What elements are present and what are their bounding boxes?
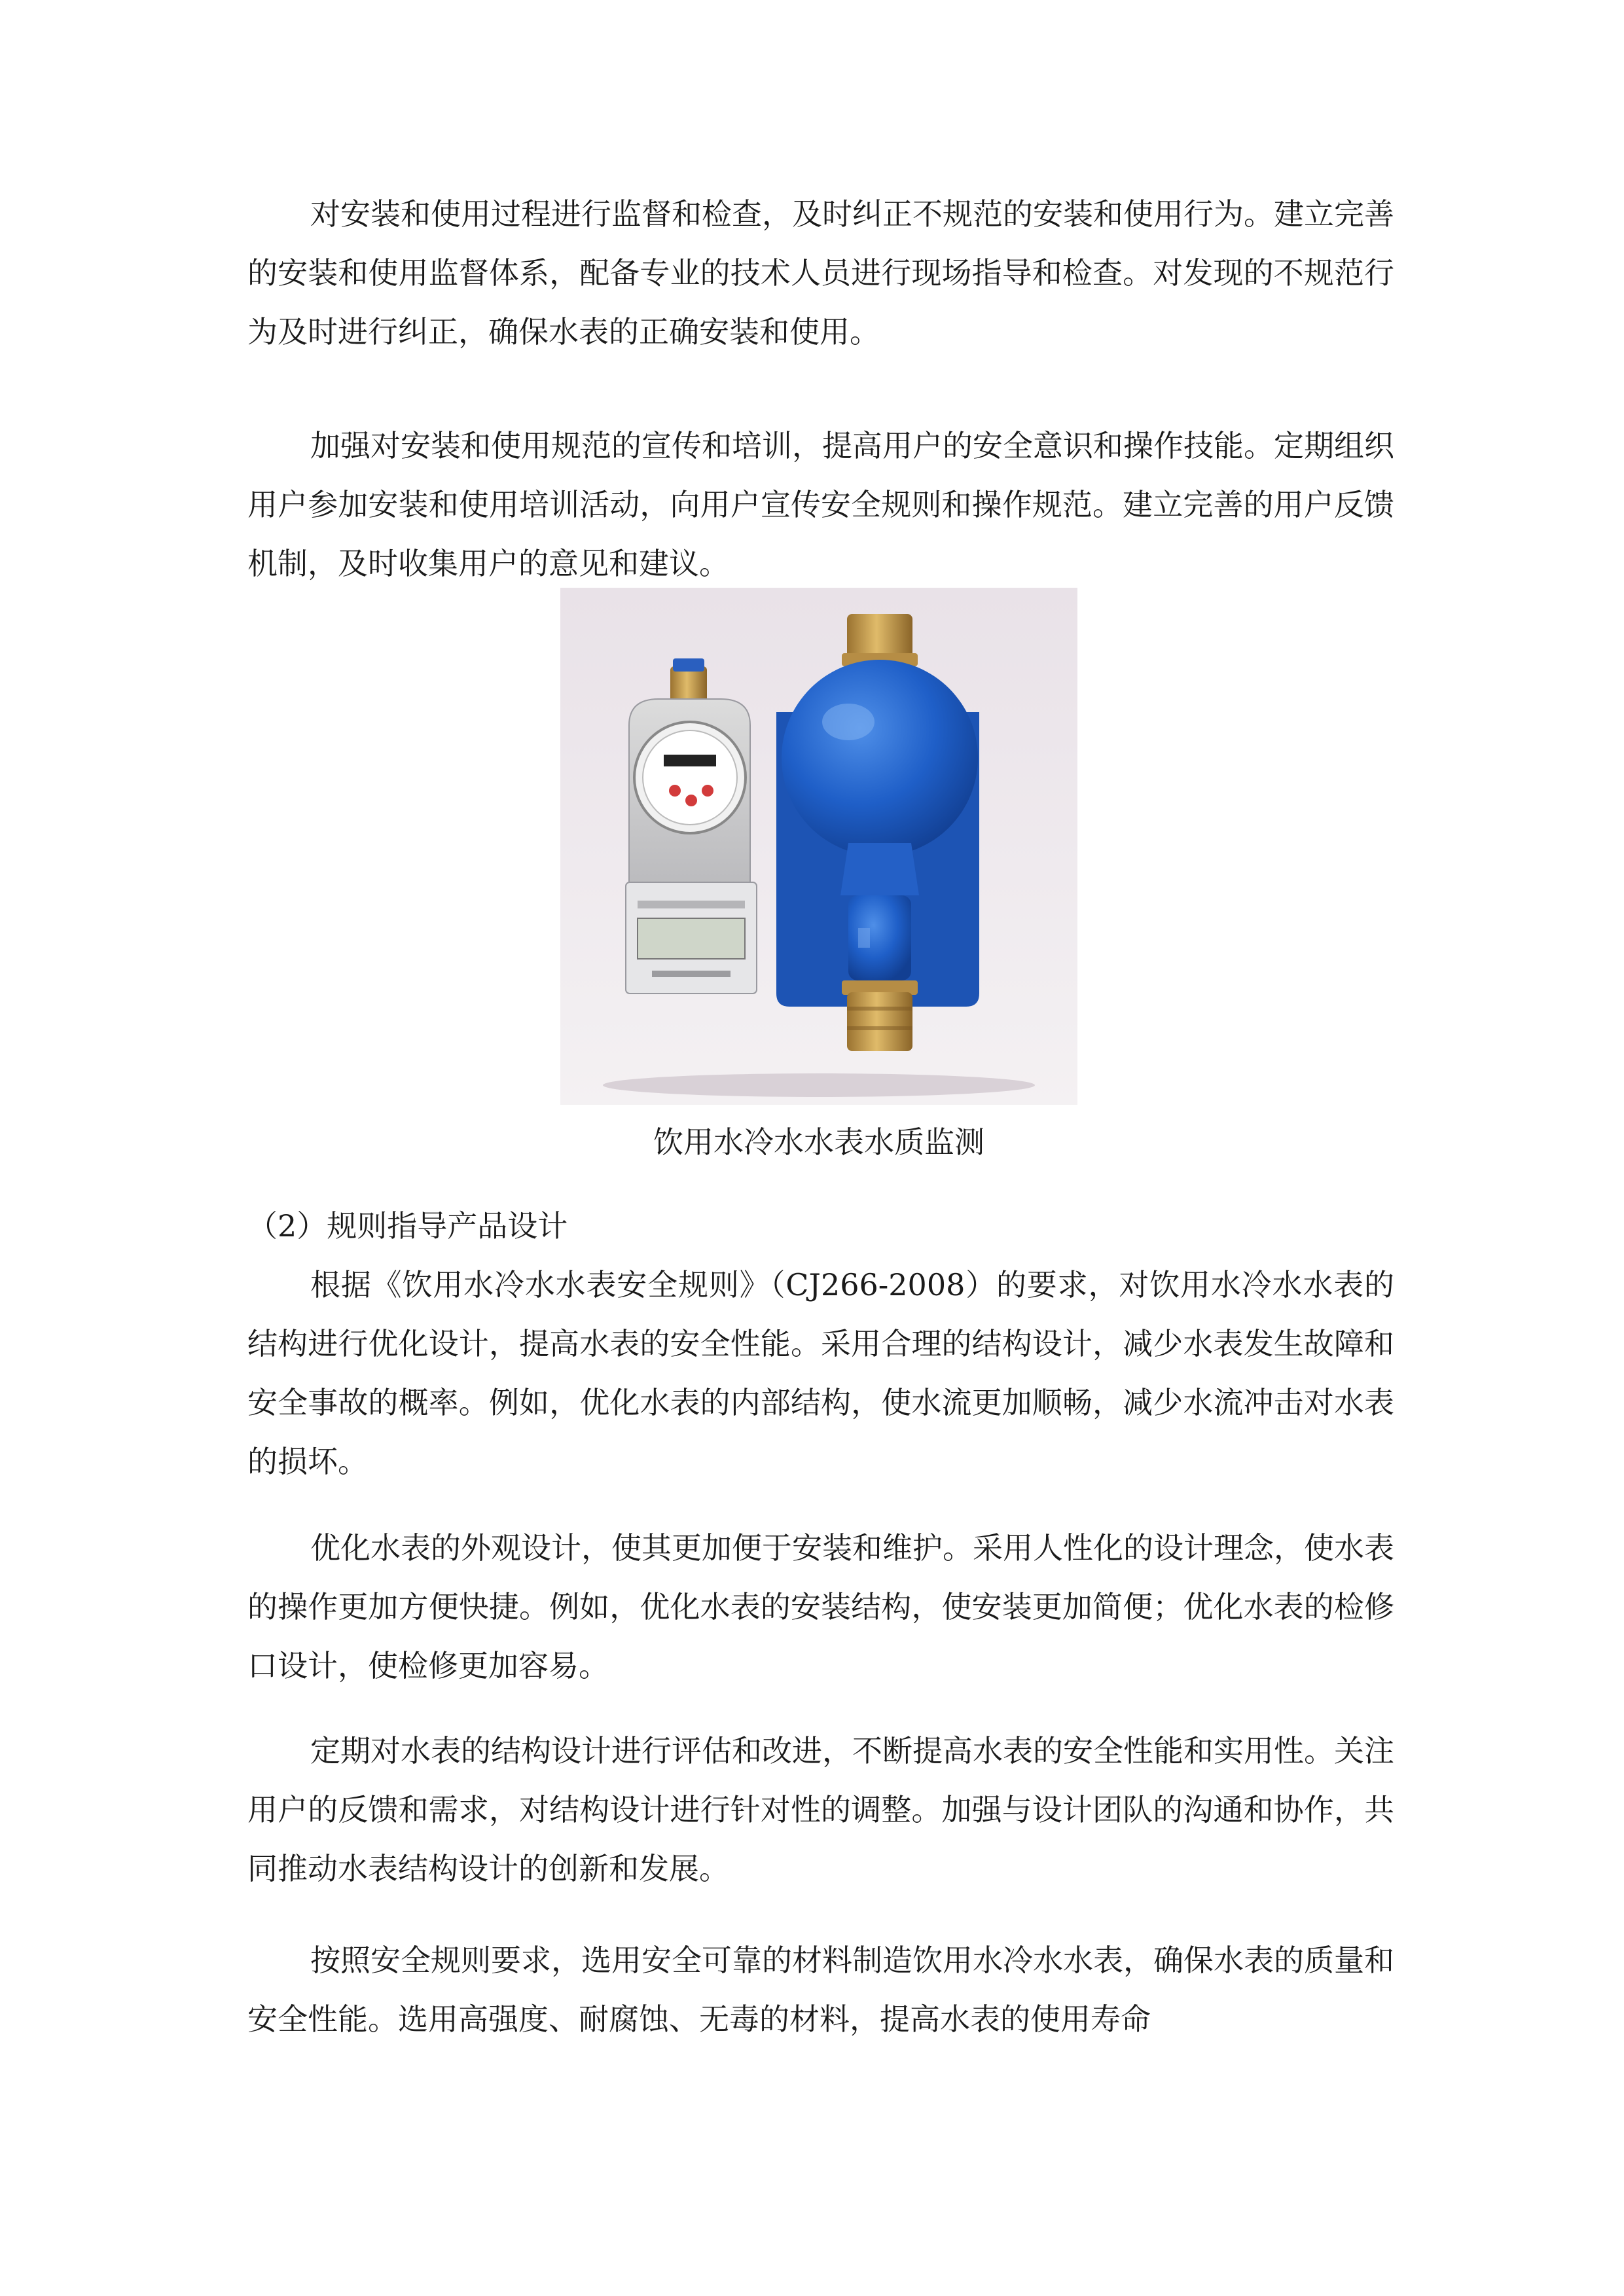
paragraph-6: 按照安全规则要求，选用安全可靠的材料制造饮用水冷水水表，确保水表的质量和安全性能。选用高强度、耐腐蚀、无毒的材料，提高水表的使用寿命 (247, 1943, 1394, 2037)
paragraph-1: 对安装和使用过程进行监督和检查，及时纠正不规范的安装和使用行为。建立完善的安装和使用监督体系，配备专业的技术人员进行现场指导和检查。对发现的不规范行为及时进行纠正，确保水表的正确安装和使用。 (247, 196, 1394, 350)
section-heading: （2）规则指导产品设计 (247, 1208, 568, 1244)
paragraph-5: 定期对水表的结构设计进行评估和改进，不断提高水表的安全性能和实用性。关注用户的反馈和需求，对结构设计进行针对性的调整。加强与设计团队的沟通和协作，共同推动水表结构设计的创新和发展。 (247, 1733, 1394, 1886)
paragraph-2: 加强对安装和使用规范的宣传和培训，提高用户的安全意识和操作技能。定期组织用户参加安装和使用培训活动，向用户宣传安全规则和操作规范。建立完善的用户反馈机制，及时收集用户的意见和建议。 (247, 428, 1394, 581)
paragraph-3: 根据《饮用水冷水水表安全规则》（CJ266-2008）的要求，对饮用水冷水水表的结构进行优化设计，提高水表的安全性能。采用合理的结构设计，减少水表发生故障和安全事故的概率。例如，优化水表的内部结构，使水流更加顺畅，减少水流冲击对水表的损坏。 (247, 1267, 1394, 1479)
paragraph-4: 优化水表的外观设计，使其更加便于安装和维护。采用人性化的设计理念，使水表的操作更加方便快捷。例如，优化水表的安装结构，使安装更加简便；优化水表的检修口设计，使检修更加容易。 (247, 1530, 1394, 1683)
water-meter-photo (560, 588, 1077, 1105)
figure-caption: 饮用水冷水水表水质监测 (653, 1124, 984, 1160)
water-meter-illustration (560, 588, 1077, 1105)
